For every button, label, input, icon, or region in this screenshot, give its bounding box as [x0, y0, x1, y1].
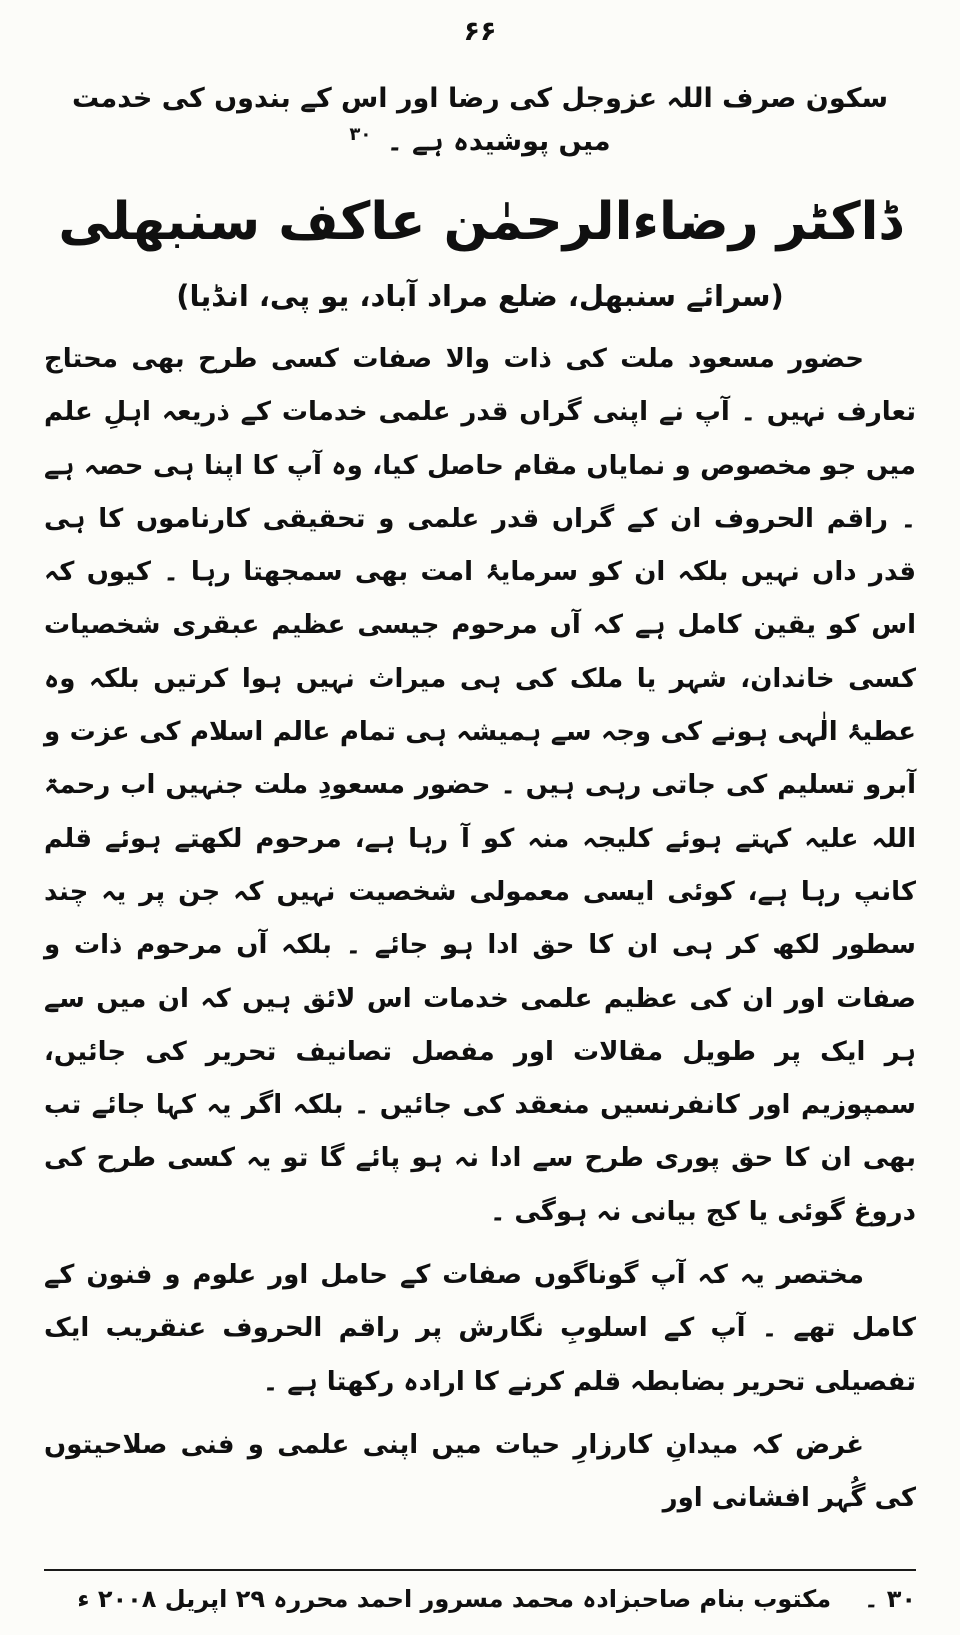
footnote: [44, 1569, 916, 1613]
author-location: (سرائے سنبھل، ضلع مراد آباد، یو پی، انڈیا): [176, 278, 784, 313]
body-text: [44, 333, 916, 1526]
epigraph: [44, 77, 916, 163]
body-paragraph: حضور مسعود ملت کی ذات والا صفات کسی طرح بھی محتاج تعارف نہیں ۔ آپ نے اپنی گراں قدر علمی خدمات کے ذریعہ اہلِ علم میں جو مخصوص و نمایاں مقام حاصل کیا، وہ آپ کا اپنا ہی حصہ ہے ۔ راقم الحروف ان کے گراں قدر علمی و تحقیقی کارناموں کا ہی قدر داں نہیں بلکہ ان کو سرمایۂ امت بھی سمجھتا رہا ۔ کیوں کہ اس کو یقین کامل ہے کہ آں مرحوم جیسی عظیم عبقری شخصیات کسی خاندان، شہر یا ملک کی ہی میراث نہیں ہوا کرتیں بلکہ وہ عطیۂ الٰہی ہونے کی وجہ سے ہمیشہ ہی تمام عالم اسلام کی عزت و آبرو تسلیم کی جاتی رہی ہیں ۔ حضور مسعودِ ملت جنہیں اب رحمۃ اللہ علیہ کہتے ہوئے کلیجہ منہ کو آ رہا ہے، مرحوم لکھتے ہوئے قلم کانپ رہا ہے، کوئی ایسی معمولی شخصیت نہیں کہ جن پر یہ چند سطور لکھ کر ہی ان کا حق ادا ہو جائے ۔ بلکہ آں مرحوم ذات و صفات اور ان کی عظیم علمی خدمات اس لائق ہیں کہ ان میں سے ہر ایک پر طویل مقالات اور مفصل تصانیف تحریر کی جائیں، سمپوزیم اور کانفرنسیں منعقد کی جائیں ۔ بلکہ اگر یہ کہا جائے تب بھی ان کا حق پوری طرح سے ادا نہ ہو پائے گا تو یہ کسی طرح کی دروغ گوئی یا کج بیانی نہ ہوگی ۔: [44, 343, 916, 1227]
epigraph-footnote-marker: ۳۰: [349, 124, 372, 146]
page-number: ۶۶: [463, 16, 497, 47]
body-paragraph: غرض کہ میدانِ کارزارِ حیات میں اپنی علمی و فنی صلاحیتوں کی گُہر افشانی اور: [44, 1429, 916, 1514]
footnote-marker: ۳۰ ۔: [864, 1585, 916, 1613]
footnote-text: مکتوب بنام صاحبزادہ محمد مسرور احمد محررہ ۲۹ اپریل ۲۰۰۸ ء: [77, 1585, 832, 1613]
body-paragraph: مختصر یہ کہ آپ گوناگوں صفات کے حامل اور علوم و فنون کے کامل تھے ۔ آپ کے اسلوبِ نگارش پر راقم الحروف عنقریب ایک تفصیلی تحریر بضابطہ قلم کرنے کا ارادہ رکھتا ہے ۔: [44, 1260, 916, 1397]
epigraph-text: سکون صرف اللہ عزوجل کی رضا اور اس کے بندوں کی خدمت میں پوشیدہ ہے ۔: [71, 83, 889, 158]
author-heading: ڈاکٹر رضاءالرحمٰن عاکف سنبھلی: [58, 192, 902, 253]
